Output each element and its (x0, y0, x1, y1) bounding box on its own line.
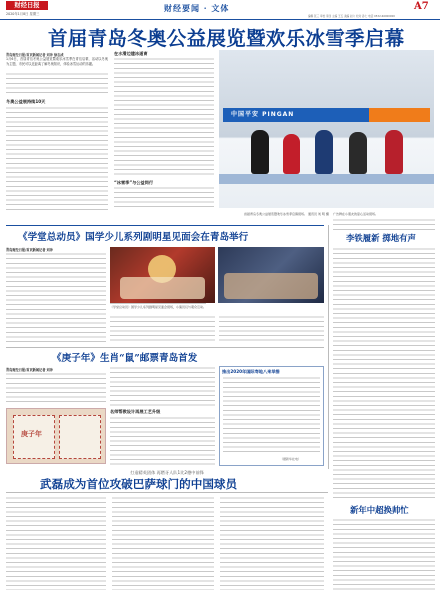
lead-intro: 1月6日，首届青岛冬奥公益展览暨欢乐冰雪季在青岛启幕，活动以冬奥为主题，市民可以近距离了解冬奥知识，体验冰雪运动的乐趣。 (6, 57, 108, 66)
skater-figure (283, 134, 300, 174)
story3-body-1 (6, 372, 106, 406)
masthead (0, 0, 440, 20)
skater-figure (385, 130, 403, 174)
stamp-year-label: 庚子年 (21, 429, 42, 438)
stamp-photo (6, 408, 106, 464)
story2-body-1 (6, 252, 106, 342)
lead-photo-caption: 首届青岛冬奥公益展览暨欢乐冰雪季启幕现场。 通讯员 刘 明 摄 (244, 212, 329, 216)
bottom-headline: 武磊成为首位攻破巴萨球门的中国球员 (40, 477, 238, 491)
story3-headline: 《庚子年》生肖“鼠”邮票青岛首发 (52, 353, 198, 364)
story2-headline: 《学堂总动员》国学少儿系列剧明星见面会在青岛举行 (18, 232, 249, 243)
section-divider (6, 347, 324, 348)
right-headline-1: 李铁履新 掷地有声 (346, 233, 416, 243)
newspaper-logo: 财经日报 (6, 1, 48, 10)
audience-group (224, 273, 318, 299)
lead-subhead-1: 冬奥公益展持续10天 (6, 99, 46, 104)
right-body-2 (333, 247, 435, 499)
skater-figure (349, 132, 367, 174)
photo-banner: 中国平安 PINGAN (223, 108, 430, 122)
bottom-body-1 (6, 496, 106, 590)
bottom-kicker: 打造精英团体 再燃牙人队1比2德中前锋 (130, 470, 204, 475)
right-headline-2: 新年中超换帅忙 (350, 505, 409, 515)
story3-body-3 (110, 416, 215, 466)
section-title: 财经要闻 · 文体 (164, 3, 230, 13)
lead-body-1b (6, 106, 108, 210)
story2-photo-1 (110, 247, 215, 303)
lead-headline: 首届青岛冬奥公益展览暨欢乐冰雪季启幕 (48, 27, 405, 50)
news-box-title: 推出2020年国际寿地八来举措 (222, 369, 280, 374)
story3-byline: 青岛财经日报/首页新闻记者 刘冲 (6, 368, 53, 372)
lead-body-2a (114, 57, 214, 177)
bottom-rule (6, 492, 328, 493)
right-body-1 (333, 218, 435, 230)
photo-banner-orange (369, 108, 430, 122)
lead-subhead-3: “冰雪季”与公益同行 (114, 180, 154, 185)
masthead-rule (0, 19, 440, 20)
skater-figure (315, 130, 333, 174)
lead-byline: 青岛财经日报/首页新闻记者 刘冲 徐志成 (6, 53, 64, 57)
lead-photo (219, 50, 434, 208)
ice-rink-board (219, 174, 434, 184)
story2-photo-2 (218, 247, 324, 303)
story2-byline: 青岛财经日报/首页新闻记者 刘冲 (6, 248, 53, 252)
news-box-footer: （据新华社电） (280, 457, 302, 461)
page-number: A7 (414, 1, 429, 12)
right-body-3 (333, 518, 435, 590)
story2-body-4 (219, 315, 324, 343)
section-divider (6, 225, 324, 226)
editor-contact: 编辑 张三 审校 李四 主编 王五 美编 赵六 校对 孙七 电话 0532-66000000 (308, 15, 395, 18)
issue-date: 2020年1月8日 星期三 (6, 12, 40, 16)
lead-body-1a (6, 72, 108, 96)
stamp-sheet (59, 415, 101, 459)
column-divider (328, 225, 329, 469)
news-box-body (223, 376, 320, 456)
bottom-body-3 (220, 496, 324, 590)
story3-body-2 (110, 366, 215, 406)
story2-body-3 (110, 315, 215, 343)
lead-subhead-2: 在水滑边建冰道育 (114, 51, 148, 56)
performer-group (120, 277, 205, 299)
story2-photo-caption: 《学堂总动员》国学少儿系列剧明星见面会现场，小演员们与观众互动。 (110, 305, 207, 309)
lead-body-2b (114, 186, 214, 210)
right-caption: 广告牌在小朋友的爱心活动现场。 (333, 212, 379, 216)
skater-figure (251, 130, 269, 174)
story3-subhead: 名师帮教设计再展工艺升级 (110, 409, 161, 414)
news-box (219, 366, 324, 466)
bottom-body-2 (112, 496, 214, 590)
